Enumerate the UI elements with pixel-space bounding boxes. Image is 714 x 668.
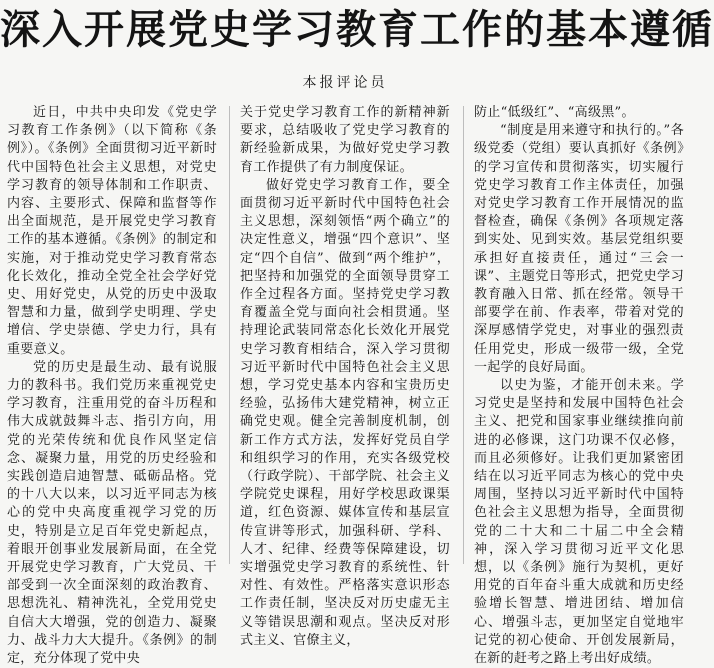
article-headline: 深入开展党史学习教育工作的基本遵循 [0,7,714,53]
paragraph: “制度是用来遵守和执行的。”各级党委（党组）要认真抓好《条例》的学习宣传和贯彻落实，切实履行党史学习教育工作主体责任，加强对党史学习教育工作开展情况的监督检查，确保《条例》各项规定落到实处、见到实效。基层党组织要承担好直接责任，通过“三会一课”、主题党日等形式，把党史学习教育融入日常、抓在经常。领导干部要学在前、作表率，带着对党的深厚感情学党史，对事业的强烈责任用党史，形成一级带一级，全党一起学的良好局面。 [474,123,684,375]
column-divider-1 [229,106,230,564]
paragraph: 以史为鉴，才能开创未来。学习党史是坚持和发展中国特色社会主义、把党和国家事业继续推向前进的必修课，这门功课不仅必修，而且必须修好。让我们更加紧密团结在以习近平同志为核心的党中央周围，坚持以习近平新时代中国特色社会主义思想为指导，全面贯彻党的二十大和二十届二中全会精神，深入学习贯彻习近平文化思想，以《条例》施行为契机，更好用党的百年奋斗重大成就和历史经验增长智慧、增进团结、增加信心、增强斗志，更加坚定自觉地牢记党的初心使命、开创发展新局，在新的赶考之路上考出好成绩。 [474,378,684,667]
paragraph: 关于党史学习教育工作的新精神新要求，总结吸收了党史学习教育的新经验新成果，为做好党史学习教育工作提供了有力制度保证。 [240,105,450,175]
article-column-2 [240,104,450,648]
paragraph: 党的历史是最生动、最有说服力的教科书。我们党历来重视党史学习教育，注重用党的奋斗历程和伟大成就鼓舞斗志、指引方向，用党的光荣传统和优良作风坚定信念、凝聚力量，用党的历史经验和实践创造启迪智慧、砥砺品格。党的十八大以来，以习近平同志为核心的党中央高度重视学习党的历史，特别是立足百年党史新起点，着眼开创事业发展新局面，在全党开展党史学习教育，广大党员、干部受到一次全面深刻的政治教育、思想洗礼、精神洗礼，全党用党史自信大大增强，党的创造力、凝聚力、战斗力大大提升。《条例》的制定，充分体现了党中央 [7,359,217,667]
article-byline: 本报评论员 [302,75,388,91]
paragraph: 做好党史学习教育工作，要全面贯彻习近平新时代中国特色社会主义思想，深刻领悟“两个确立”的决定性意义，增强“四个意识”、坚定“四个自信”、做到“两个维护”，把坚持和加强党的全面领导贯穿工作全过程各方面。坚持党史学习教育覆盖全党与面向社会相贯通。坚持理论武装同常态化长效化开展党史学习教育相结合，深入学习贯彻习近平新时代中国特色社会主义思想，学习党史基本内容和宝贵历史经验，弘扬伟大建党精神，树立正确党史观。健全完善制度机制，创新工作方式方法，发挥好党员自学和组织学习的作用，充实各级党校（行政学院）、干部学院、社会主义学院党史课程，用好学校思政课渠道，红色资源、媒体宣传和基层宣传宣讲等形式，加强科研、学科、人才、纪律、经费等保障建设，切实增强党史学习教育的系统性、针对性、有效性。严格落实意识形态工作责任制，坚决反对历史虚无主义等错误思潮和观点。坚决反对形式主义、官僚主义， [240,177,450,648]
article-column-3 [474,104,684,667]
article-column-1 [7,104,217,667]
column-divider-2 [463,106,464,564]
paragraph: 防止“低级红”、“高级黑”。 [474,105,635,120]
paragraph: 近日，中共中央印发《党史学习教育工作条例》（以下简称《条例》）。《条例》全面贯彻习近平新时代中国特色社会主义思想，对党史学习教育的领导体制和工作职责、内容、主要形式、保障和监督等作出全面规范，是开展党史学习教育工作的基本遵循。《条例》的制定和实施，对于推动党史学习教育常态化长效化，推动全党全社会学好党史、用好党史，从党的历史中汲取智慧和力量，做到学史明理、学史增信、学史崇德、学史力行，具有重要意义。 [7,105,217,357]
